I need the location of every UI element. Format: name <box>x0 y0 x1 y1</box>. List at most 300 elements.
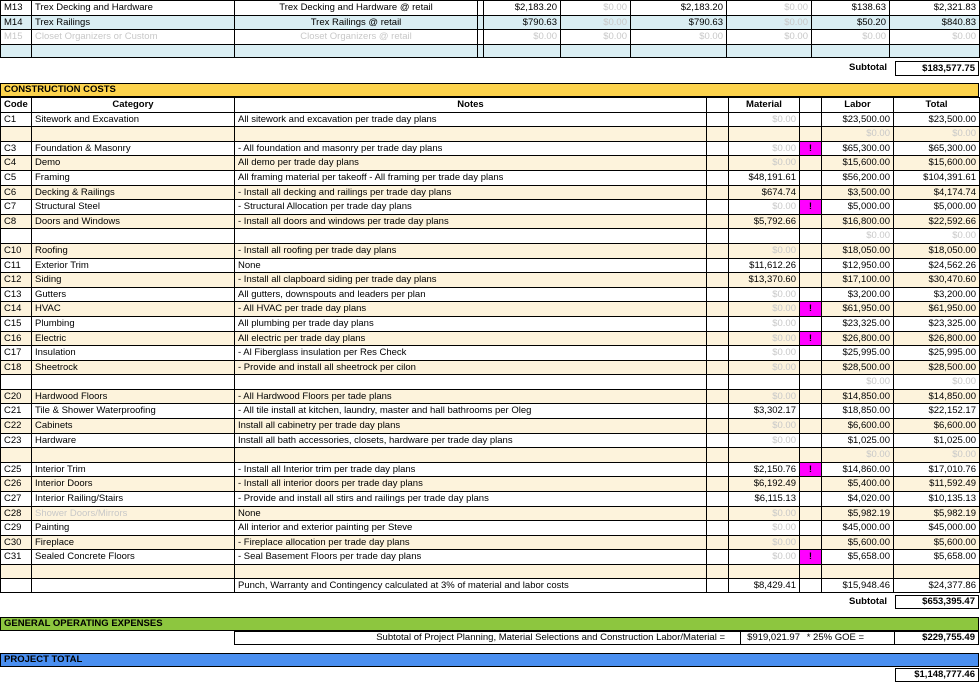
material-amount: $2,183.20 <box>631 1 727 16</box>
row-total: $25,995.00 <box>894 346 980 361</box>
row-code: C3 <box>1 141 32 156</box>
row-spacer <box>707 419 729 434</box>
construction-row <box>1 360 980 375</box>
row-category: Doors and Windows <box>32 214 235 229</box>
construction-subtotal-label: Subtotal <box>849 596 887 607</box>
row-spacer <box>707 112 729 127</box>
header-labor: Labor <box>822 98 894 113</box>
row-labor: $5,658.00 <box>822 550 894 565</box>
row-material: $8,429.41 <box>729 578 800 593</box>
row-spacer <box>707 331 729 346</box>
row-code: C29 <box>1 521 32 536</box>
row-labor: $45,000.00 <box>822 521 894 536</box>
row-spacer <box>707 360 729 375</box>
row-notes: - Install all doors and windows per trade day plans <box>235 214 707 229</box>
row-notes: - All HVAC per trade day plans <box>235 302 707 317</box>
row-category <box>32 578 235 593</box>
row-spacer <box>707 477 729 492</box>
row-notes <box>235 565 707 579</box>
material-notes: Trex Decking and Hardware @ retail <box>235 1 478 16</box>
row-spacer <box>707 170 729 185</box>
row-category: Hardware <box>32 433 235 448</box>
row-notes <box>235 127 707 142</box>
row-flag <box>800 419 822 434</box>
row-total: $0.00 <box>894 375 980 390</box>
material-code: M15 <box>1 30 32 45</box>
header-blank <box>707 98 729 113</box>
row-code: C31 <box>1 550 32 565</box>
row-category: Hardwood Floors <box>32 389 235 404</box>
material-total <box>890 44 980 58</box>
construction-row <box>1 214 980 229</box>
row-material <box>729 448 800 463</box>
row-material: $0.00 <box>729 287 800 302</box>
row-flag <box>800 243 822 258</box>
material-amount: $2,183.20 <box>484 1 561 16</box>
row-flag <box>800 346 822 361</box>
flag-marker: ! <box>800 200 822 215</box>
row-spacer <box>707 200 729 215</box>
row-notes: All interior and exterior painting per Steve <box>235 521 707 536</box>
row-total: $26,800.00 <box>894 331 980 346</box>
project-total-value: $1,148,777.46 <box>895 668 979 682</box>
material-code <box>1 44 32 58</box>
construction-subtotal-value: $653,395.47 <box>895 595 979 609</box>
row-spacer <box>707 462 729 477</box>
row-code: C27 <box>1 492 32 507</box>
material-total: $2,321.83 <box>890 1 980 16</box>
construction-header-row <box>1 98 980 113</box>
row-category: Interior Trim <box>32 462 235 477</box>
construction-row <box>1 404 980 419</box>
row-code: C15 <box>1 316 32 331</box>
row-flag <box>800 535 822 550</box>
row-material: $0.00 <box>729 156 800 171</box>
row-labor: $0.00 <box>822 127 894 142</box>
row-total: $15,600.00 <box>894 156 980 171</box>
row-material: $674.74 <box>729 185 800 200</box>
row-category: Electric <box>32 331 235 346</box>
row-category: Insulation <box>32 346 235 361</box>
row-category: Sealed Concrete Floors <box>32 550 235 565</box>
material-total: $840.83 <box>890 15 980 30</box>
row-category: Roofing <box>32 243 235 258</box>
row-total: $22,152.17 <box>894 404 980 419</box>
row-notes: All electric per trade day plans <box>235 331 707 346</box>
row-code: C11 <box>1 258 32 273</box>
row-labor: $0.00 <box>822 448 894 463</box>
construction-row <box>1 477 980 492</box>
row-notes: - Seal Basement Floors per trade day plans <box>235 550 707 565</box>
row-spacer <box>707 550 729 565</box>
material-amount: $790.63 <box>484 15 561 30</box>
row-category: HVAC <box>32 302 235 317</box>
material-subtotal-row <box>0 61 979 76</box>
row-material: $48,191.61 <box>729 170 800 185</box>
row-total: $61,950.00 <box>894 302 980 317</box>
material-amount: $0.00 <box>727 30 812 45</box>
row-code: C12 <box>1 273 32 288</box>
row-labor: $1,025.00 <box>822 433 894 448</box>
row-total: $14,850.00 <box>894 389 980 404</box>
material-amount <box>812 44 890 58</box>
row-code: C5 <box>1 170 32 185</box>
general-operating-expenses-banner: GENERAL OPERATING EXPENSES <box>0 617 979 631</box>
row-category: Sheetrock <box>32 360 235 375</box>
row-labor: $17,100.00 <box>822 273 894 288</box>
construction-row <box>1 287 980 302</box>
row-labor: $65,300.00 <box>822 141 894 156</box>
row-code: C18 <box>1 360 32 375</box>
row-total: $11,592.49 <box>894 477 980 492</box>
row-code: C1 <box>1 112 32 127</box>
row-spacer <box>707 127 729 142</box>
row-material: $0.00 <box>729 346 800 361</box>
row-total: $23,500.00 <box>894 112 980 127</box>
row-labor: $3,200.00 <box>822 287 894 302</box>
construction-row <box>1 170 980 185</box>
construction-row <box>1 185 980 200</box>
header-material: Material <box>729 98 800 113</box>
row-material: $0.00 <box>729 550 800 565</box>
row-category <box>32 448 235 463</box>
row-notes: - All tile install at kitchen, laundry, master and hall bathrooms per Oleg <box>235 404 707 419</box>
row-labor: $5,600.00 <box>822 535 894 550</box>
row-category: Framing <box>32 170 235 185</box>
row-material: $13,370.60 <box>729 273 800 288</box>
row-material: $0.00 <box>729 112 800 127</box>
row-category: Interior Doors <box>32 477 235 492</box>
row-labor: $0.00 <box>822 229 894 244</box>
row-category: Painting <box>32 521 235 536</box>
row-flag <box>800 506 822 521</box>
row-flag <box>800 316 822 331</box>
construction-row <box>1 141 980 156</box>
row-category: Foundation & Masonry <box>32 141 235 156</box>
row-code: C22 <box>1 419 32 434</box>
material-amount: $0.00 <box>561 1 631 16</box>
row-material: $0.00 <box>729 331 800 346</box>
flag-marker: ! <box>800 302 822 317</box>
row-code <box>1 375 32 390</box>
row-flag <box>800 229 822 244</box>
row-notes <box>235 229 707 244</box>
material-subtotal-value: $183,577.75 <box>895 61 979 76</box>
material-category <box>32 44 235 58</box>
row-code: C14 <box>1 302 32 317</box>
row-spacer <box>707 565 729 579</box>
row-notes: - Install all Interior trim per trade day plans <box>235 462 707 477</box>
row-labor <box>822 565 894 579</box>
row-flag <box>800 521 822 536</box>
material-amount: $0.00 <box>727 15 812 30</box>
row-code: C16 <box>1 331 32 346</box>
row-code <box>1 565 32 579</box>
material-amount <box>561 44 631 58</box>
row-material: $2,150.76 <box>729 462 800 477</box>
row-category: Shower Doors/Mirrors <box>32 506 235 521</box>
project-total-banner: PROJECT TOTAL <box>0 653 979 667</box>
row-material: $0.00 <box>729 360 800 375</box>
row-notes <box>235 448 707 463</box>
row-material <box>729 375 800 390</box>
material-code: M14 <box>1 15 32 30</box>
header-code: Code <box>1 98 32 113</box>
row-spacer <box>707 521 729 536</box>
construction-costs-table <box>0 97 980 593</box>
construction-row <box>1 258 980 273</box>
row-notes: - Fireplace allocation per trade day plans <box>235 535 707 550</box>
construction-row <box>1 521 980 536</box>
row-notes: All plumbing per trade day plans <box>235 316 707 331</box>
row-category: Demo <box>32 156 235 171</box>
row-code: C10 <box>1 243 32 258</box>
row-category: Tile & Shower Waterproofing <box>32 404 235 419</box>
construction-row <box>1 433 980 448</box>
row-material: $6,192.49 <box>729 477 800 492</box>
row-category: Cabinets <box>32 419 235 434</box>
row-category: Sitework and Excavation <box>32 112 235 127</box>
construction-row <box>1 316 980 331</box>
row-notes: Punch, Warranty and Contingency calculated at 3% of material and labor costs <box>235 578 707 593</box>
row-total: $30,470.60 <box>894 273 980 288</box>
construction-row <box>1 302 980 317</box>
row-flag <box>800 127 822 142</box>
material-row <box>1 15 980 30</box>
row-notes: All gutters, downspouts and leaders per plan <box>235 287 707 302</box>
row-total: $104,391.61 <box>894 170 980 185</box>
row-flag <box>800 477 822 492</box>
row-spacer <box>707 535 729 550</box>
construction-row <box>1 331 980 346</box>
material-amount: $138.63 <box>812 1 890 16</box>
row-material: $0.00 <box>729 200 800 215</box>
construction-row <box>1 578 980 593</box>
row-code: C17 <box>1 346 32 361</box>
material-table <box>0 0 980 58</box>
construction-row <box>1 389 980 404</box>
row-flag <box>800 156 822 171</box>
row-notes <box>235 375 707 390</box>
row-spacer <box>707 375 729 390</box>
row-category: Fireplace <box>32 535 235 550</box>
row-spacer <box>707 578 729 593</box>
construction-row <box>1 535 980 550</box>
row-flag <box>800 170 822 185</box>
row-flag <box>800 433 822 448</box>
row-notes: All sitework and excavation per trade day plans <box>235 112 707 127</box>
row-category <box>32 375 235 390</box>
material-notes <box>235 44 478 58</box>
material-amount: $790.63 <box>631 15 727 30</box>
row-category <box>32 565 235 579</box>
row-category <box>32 127 235 142</box>
row-material: $11,612.26 <box>729 258 800 273</box>
row-category: Gutters <box>32 287 235 302</box>
material-amount <box>631 44 727 58</box>
row-flag <box>800 389 822 404</box>
row-notes: - Al Fiberglass insulation per Res Check <box>235 346 707 361</box>
header-notes: Notes <box>235 98 707 113</box>
construction-row <box>1 127 980 142</box>
flag-marker: ! <box>800 550 822 565</box>
row-total: $45,000.00 <box>894 521 980 536</box>
material-amount: $50.20 <box>812 15 890 30</box>
row-labor: $5,400.00 <box>822 477 894 492</box>
construction-row <box>1 229 980 244</box>
row-spacer <box>707 229 729 244</box>
row-labor: $15,948.46 <box>822 578 894 593</box>
row-material: $0.00 <box>729 433 800 448</box>
construction-row <box>1 506 980 521</box>
row-spacer <box>707 141 729 156</box>
row-material <box>729 565 800 579</box>
row-total: $1,025.00 <box>894 433 980 448</box>
row-code: C25 <box>1 462 32 477</box>
row-labor: $14,850.00 <box>822 389 894 404</box>
material-row <box>1 30 980 45</box>
row-total: $0.00 <box>894 229 980 244</box>
row-spacer <box>707 404 729 419</box>
row-code <box>1 448 32 463</box>
row-material: $0.00 <box>729 389 800 404</box>
row-labor: $14,860.00 <box>822 462 894 477</box>
material-subtotal-label: Subtotal <box>849 62 887 73</box>
row-flag <box>800 273 822 288</box>
construction-row <box>1 200 980 215</box>
row-total: $3,200.00 <box>894 287 980 302</box>
row-category: Exterior Trim <box>32 258 235 273</box>
row-labor: $6,600.00 <box>822 419 894 434</box>
material-category: Trex Decking and Hardware <box>32 1 235 16</box>
row-notes: - Structural Allocation per trade day plans <box>235 200 707 215</box>
row-total: $0.00 <box>894 448 980 463</box>
row-category <box>32 229 235 244</box>
row-total <box>894 565 980 579</box>
row-spacer <box>707 214 729 229</box>
row-labor: $18,850.00 <box>822 404 894 419</box>
construction-row <box>1 448 980 463</box>
row-category: Siding <box>32 273 235 288</box>
material-amount: $0.00 <box>561 15 631 30</box>
row-flag <box>800 375 822 390</box>
row-total: $0.00 <box>894 127 980 142</box>
row-flag <box>800 185 822 200</box>
material-code: M13 <box>1 1 32 16</box>
construction-costs-body <box>1 98 980 593</box>
row-flag <box>800 448 822 463</box>
row-total: $24,562.26 <box>894 258 980 273</box>
row-labor: $3,500.00 <box>822 185 894 200</box>
material-category: Closet Organizers or Custom <box>32 30 235 45</box>
row-total: $6,600.00 <box>894 419 980 434</box>
row-material <box>729 229 800 244</box>
goe-row <box>234 631 979 645</box>
row-labor: $28,500.00 <box>822 360 894 375</box>
row-notes: None <box>235 506 707 521</box>
construction-row <box>1 346 980 361</box>
material-total: $0.00 <box>890 30 980 45</box>
construction-row <box>1 550 980 565</box>
row-notes: - All foundation and masonry per trade day plans <box>235 141 707 156</box>
row-notes: - All Hardwood Floors per tade plans <box>235 389 707 404</box>
row-total: $24,377.86 <box>894 578 980 593</box>
row-notes: All demo per trade day plans <box>235 156 707 171</box>
material-amount: $0.00 <box>484 30 561 45</box>
goe-label: Subtotal of Project Planning, Material Selections and Construction Labor/Material = <box>376 632 725 643</box>
material-amount <box>484 44 561 58</box>
row-code <box>1 229 32 244</box>
row-category: Plumbing <box>32 316 235 331</box>
row-labor: $26,800.00 <box>822 331 894 346</box>
row-material: $3,302.17 <box>729 404 800 419</box>
material-row <box>1 44 980 58</box>
row-flag <box>800 112 822 127</box>
row-code: C28 <box>1 506 32 521</box>
construction-row <box>1 156 980 171</box>
construction-row <box>1 273 980 288</box>
row-code: C23 <box>1 433 32 448</box>
row-spacer <box>707 243 729 258</box>
row-notes: - Install all interior doors per trade day plans <box>235 477 707 492</box>
row-notes: Install all cabinetry per trade day plans <box>235 419 707 434</box>
row-flag <box>800 214 822 229</box>
row-spacer <box>707 389 729 404</box>
row-flag <box>800 578 822 593</box>
row-labor: $4,020.00 <box>822 492 894 507</box>
row-labor: $0.00 <box>822 375 894 390</box>
row-material: $0.00 <box>729 243 800 258</box>
row-spacer <box>707 448 729 463</box>
row-labor: $25,995.00 <box>822 346 894 361</box>
row-code: C4 <box>1 156 32 171</box>
row-material: $0.00 <box>729 302 800 317</box>
row-code <box>1 578 32 593</box>
row-total: $28,500.00 <box>894 360 980 375</box>
row-flag <box>800 360 822 375</box>
row-material: $0.00 <box>729 419 800 434</box>
construction-row <box>1 492 980 507</box>
goe-base: $919,021.97 <box>740 632 800 644</box>
row-labor: $61,950.00 <box>822 302 894 317</box>
row-spacer <box>707 316 729 331</box>
flag-marker: ! <box>800 462 822 477</box>
row-flag <box>800 492 822 507</box>
material-amount: $0.00 <box>631 30 727 45</box>
row-labor: $56,200.00 <box>822 170 894 185</box>
row-total: $5,000.00 <box>894 200 980 215</box>
row-notes: Install all bath accessories, closets, hardware per trade day plans <box>235 433 707 448</box>
row-total: $4,174.74 <box>894 185 980 200</box>
row-labor: $15,600.00 <box>822 156 894 171</box>
row-code: C6 <box>1 185 32 200</box>
row-material: $6,115.13 <box>729 492 800 507</box>
header-total: Total <box>894 98 980 113</box>
construction-row <box>1 419 980 434</box>
goe-value: $229,755.49 <box>894 632 978 644</box>
header-blank <box>800 98 822 113</box>
flag-marker: ! <box>800 331 822 346</box>
construction-row <box>1 462 980 477</box>
row-total: $5,982.19 <box>894 506 980 521</box>
row-spacer <box>707 273 729 288</box>
row-spacer <box>707 506 729 521</box>
construction-subtotal-row <box>0 595 979 609</box>
row-spacer <box>707 302 729 317</box>
row-total: $10,135.13 <box>894 492 980 507</box>
row-code: C30 <box>1 535 32 550</box>
material-amount: $0.00 <box>812 30 890 45</box>
